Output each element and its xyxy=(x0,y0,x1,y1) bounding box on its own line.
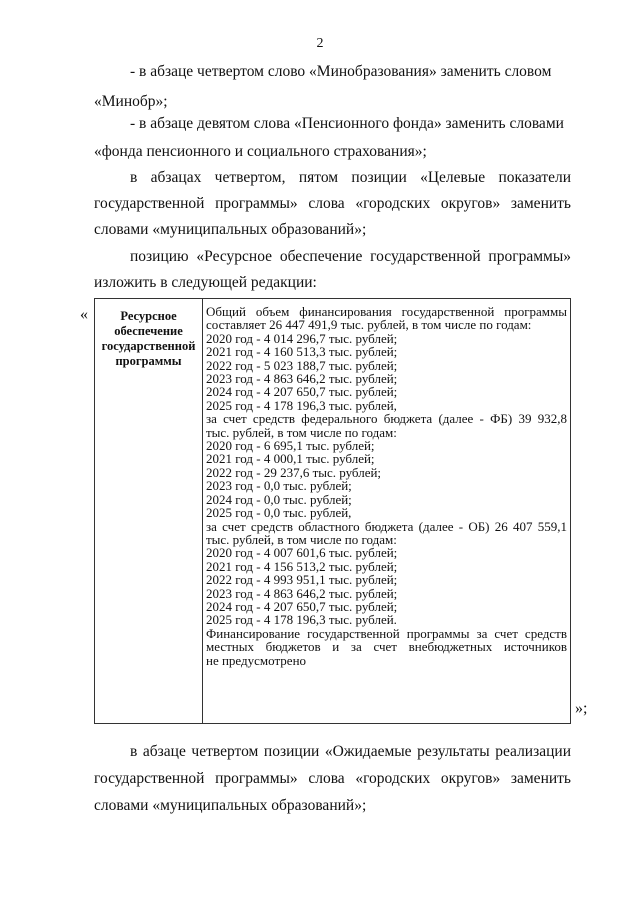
content-line: местных бюджетов и за счет внебюджетных источников xyxy=(206,639,567,655)
content-line: 2024 год - 4 207 650,7 тыс. рублей; xyxy=(206,598,398,614)
intro-line-5: в абзацах четвертом, пятом позиции «Целевые показатели xyxy=(130,169,571,186)
content-line: 2021 год - 4 160 513,3 тыс. рублей; xyxy=(206,344,398,360)
intro-line-1: - в абзаце четвертом слово «Минобразования» заменить словом xyxy=(130,63,552,80)
content-line: 2025 год - 4 178 196,3 тыс. рублей. xyxy=(206,612,397,628)
closing-quote: »; xyxy=(575,700,588,717)
content-line: тыс. рублей, в том числе по годам: xyxy=(206,531,397,547)
content-line: 2020 год - 4 007 601,6 тыс. рублей; xyxy=(206,545,398,561)
outro-line-1: в абзаце четвертом позиции «Ожидаемые результаты реализации xyxy=(130,743,571,760)
heading-line: обеспечение xyxy=(114,324,183,338)
table-heading-cell xyxy=(95,309,202,369)
intro-line-9: изложить в следующей редакции: xyxy=(94,274,317,291)
content-line: 2024 год - 0,0 тыс. рублей; xyxy=(206,491,352,507)
content-line: 2025 год - 0,0 тыс. рублей, xyxy=(206,505,352,521)
outro-line-3: словами «муниципальных образований»; xyxy=(94,797,367,814)
content-line: Общий объем финансирования государственной программы xyxy=(206,304,567,319)
content-line: 2023 год - 4 863 646,2 тыс. рублей; xyxy=(206,371,398,387)
content-line: 2023 год - 4 863 646,2 тыс. рублей; xyxy=(206,585,398,601)
content-line: 2025 год - 4 178 196,3 тыс. рублей, xyxy=(206,397,397,413)
heading-line: государственной xyxy=(101,339,196,353)
table-content-cell xyxy=(206,305,567,667)
heading-line: Ресурсное xyxy=(120,309,177,323)
content-line: 2021 год - 4 156 513,2 тыс. рублей; xyxy=(206,558,398,574)
content-line: составляет 26 447 491,9 тыс. рублей, в том числе по годам: xyxy=(206,317,532,333)
heading-line: программы xyxy=(115,354,182,368)
content-line: за счет средств федерального бюджета (далее - ФБ) 39 932,8 xyxy=(206,411,567,427)
intro-line-2: «Минобр»; xyxy=(94,93,168,110)
content-line: 2020 год - 4 014 296,7 тыс. рублей; xyxy=(206,330,398,346)
content-line: 2024 год - 4 207 650,7 тыс. рублей; xyxy=(206,384,398,400)
content-line: 2022 год - 29 237,6 тыс. рублей; xyxy=(206,464,382,480)
content-line: 2021 год - 4 000,1 тыс. рублей; xyxy=(206,451,375,467)
content-line: 2022 год - 4 993 951,1 тыс. рублей; xyxy=(206,572,398,588)
content-line: Финансирование государственной программы за счет средств xyxy=(206,625,567,641)
intro-line-8: позицию «Ресурсное обеспечение государственной программы» xyxy=(130,248,571,265)
intro-line-7: словами «муниципальных образований»; xyxy=(94,221,367,238)
content-line: 2022 год - 5 023 188,7 тыс. рублей; xyxy=(206,357,398,373)
outro-line-2: государственной программы» слова «городских округов» заменить xyxy=(94,770,571,787)
column-divider xyxy=(202,299,203,723)
intro-line-3: - в абзаце девятом слова «Пенсионного фонда» заменить словами xyxy=(130,115,564,132)
content-line: 2020 год - 6 695,1 тыс. рублей; xyxy=(206,438,375,454)
content-line: 2023 год - 0,0 тыс. рублей; xyxy=(206,478,352,494)
content-line: тыс. рублей, в том числе по годам: xyxy=(206,424,397,440)
page-number: 2 xyxy=(316,36,324,51)
intro-line-4: «фонда пенсионного и социального страхования»; xyxy=(94,143,427,160)
opening-quote: « xyxy=(80,306,88,323)
intro-line-6: государственной программы» слова «городских округов» заменить xyxy=(94,195,571,212)
content-line: не предусмотрено xyxy=(206,652,307,668)
resource-table xyxy=(94,298,571,724)
content-line: за счет средств областного бюджета (далее - ОБ) 26 407 559,1 xyxy=(206,518,567,534)
